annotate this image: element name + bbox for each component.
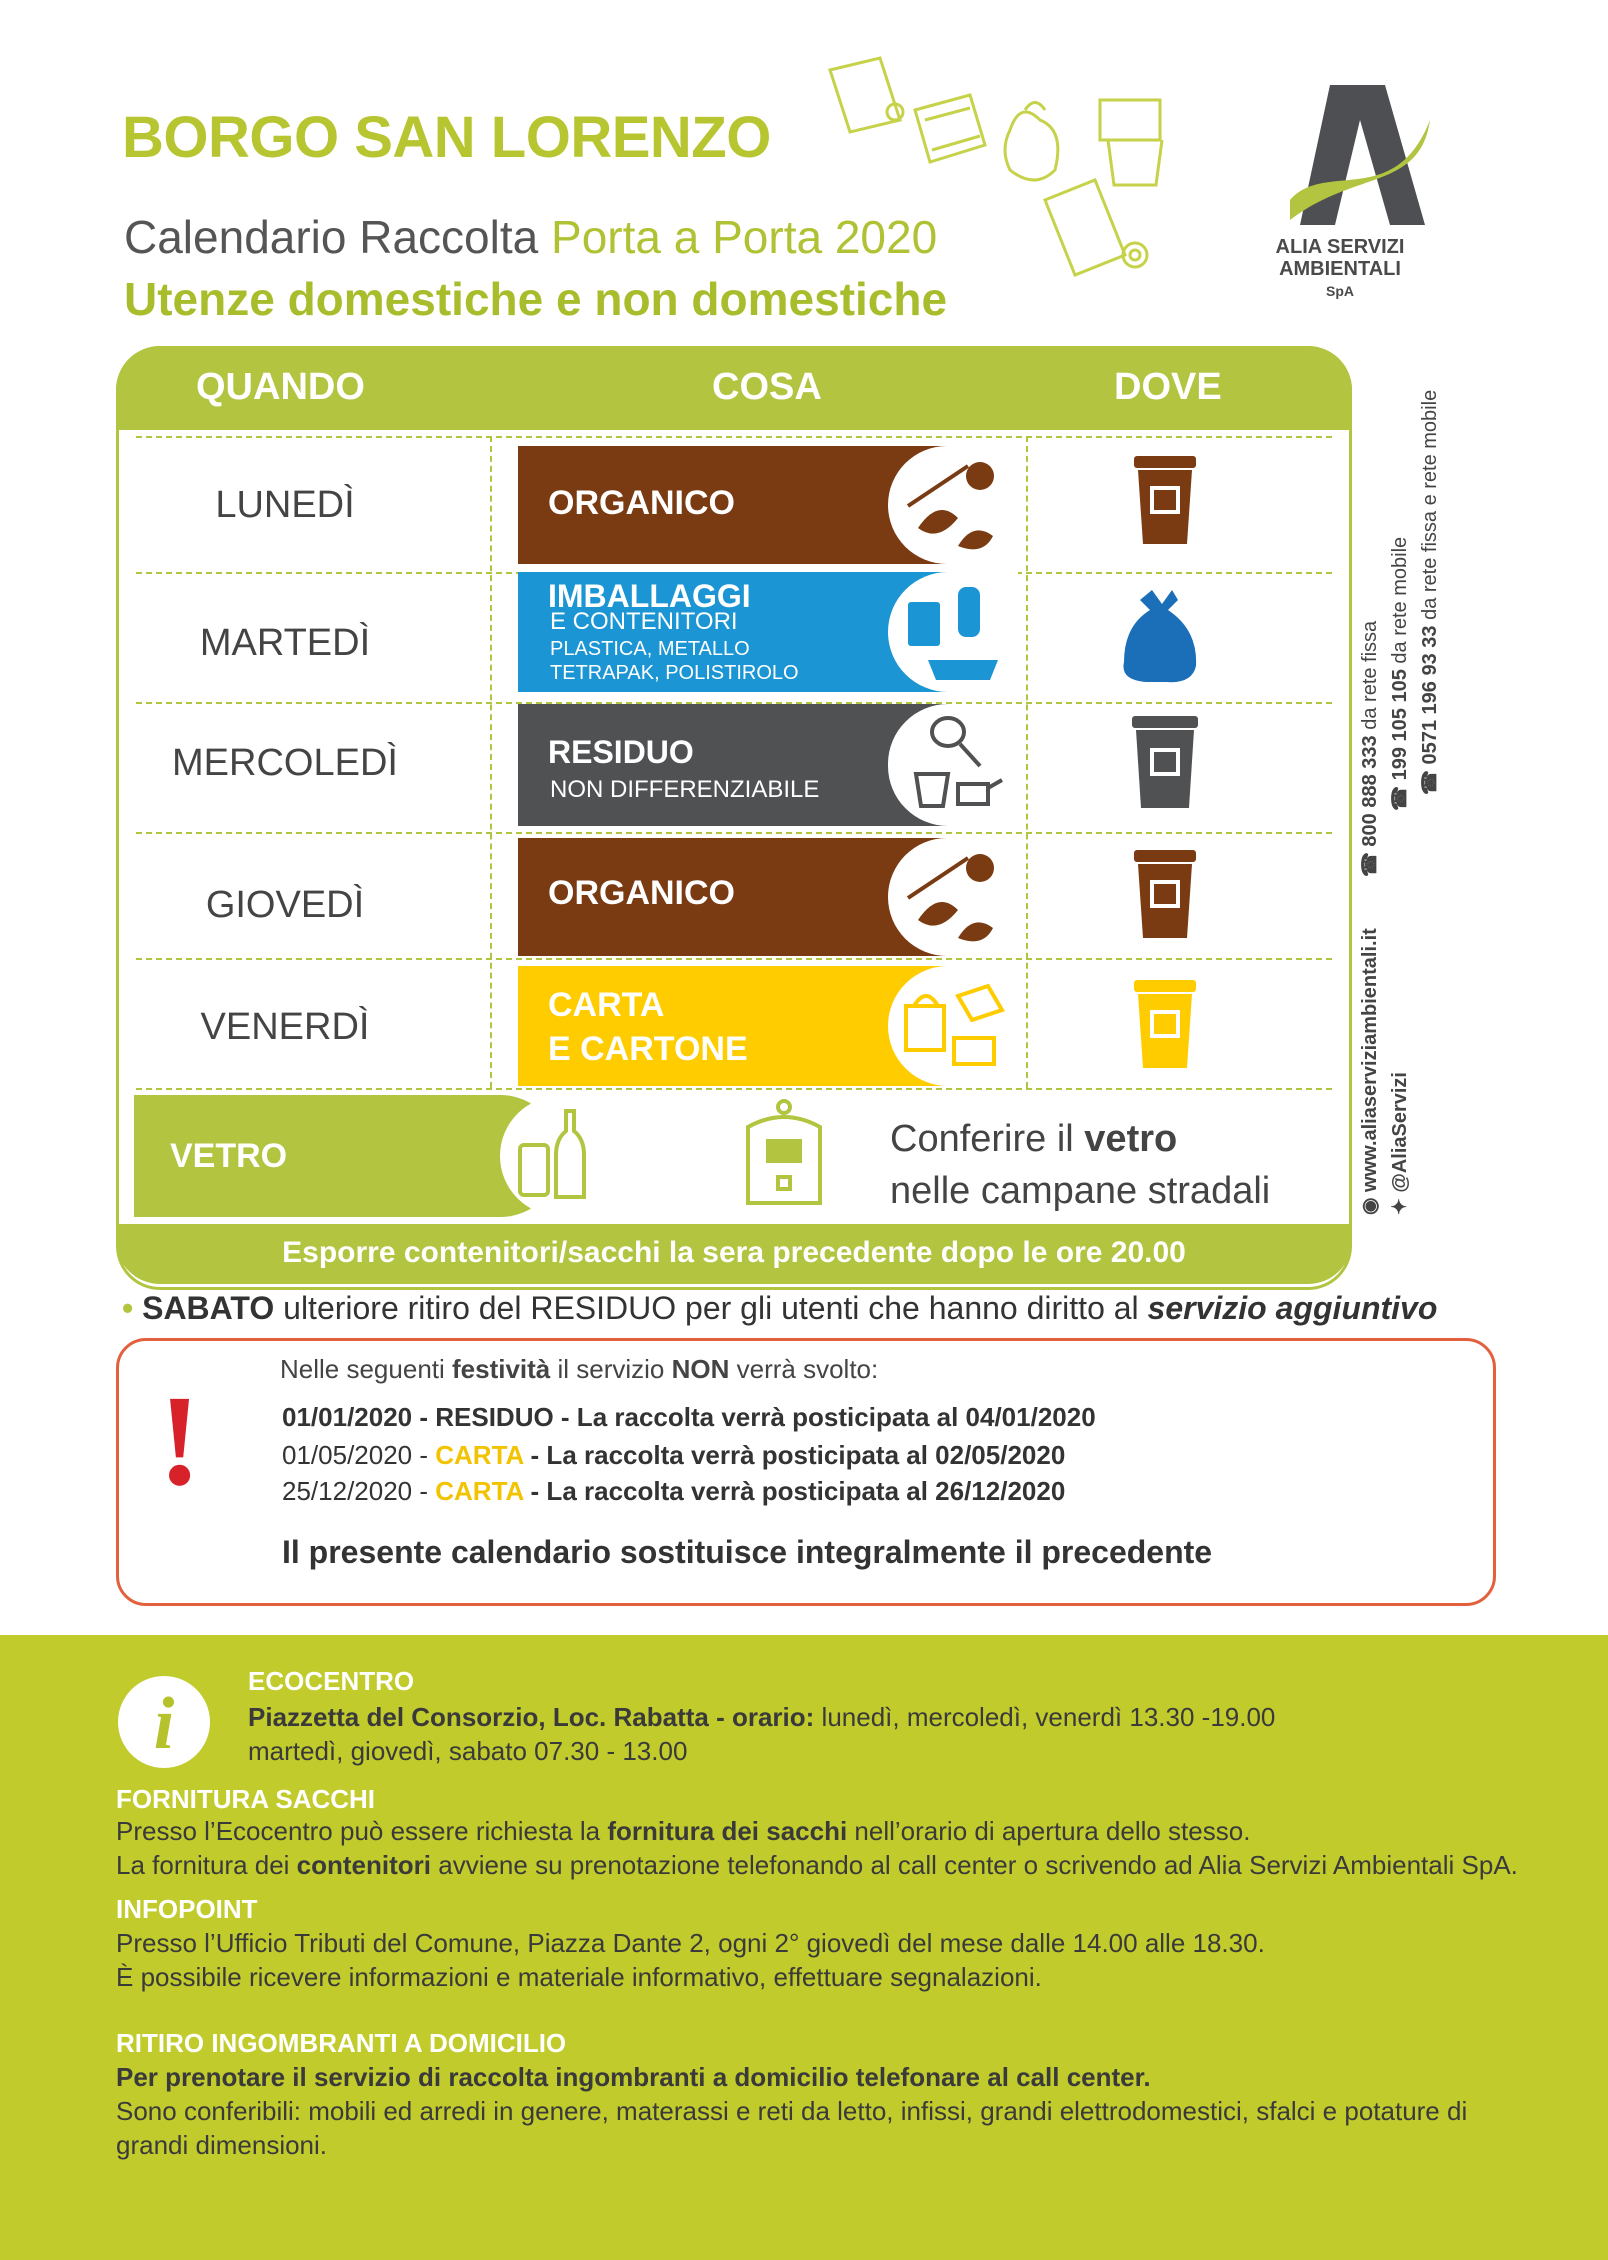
blue-bag-icon bbox=[1122, 584, 1204, 684]
phone-icon: ☎ bbox=[1359, 852, 1381, 878]
subtitle-secondary: Utenze domestiche e non domestiche bbox=[124, 273, 948, 325]
ingombranti-text: Per prenotare il servizio di raccolta ingombranti a domicilio telefonare al call center. Sono conferibili: mobili ed arredi in genere, materassi e reti da letto, infissi, grandi elettrodomestici, sfalci e potature di grandi dimensioni. bbox=[116, 2062, 1468, 2160]
glass-bell-icon bbox=[734, 1097, 834, 1215]
exclamation-icon: ! bbox=[158, 1369, 202, 1513]
waste-band-vetro: VETRO bbox=[134, 1095, 490, 1217]
saturday-note: • SABATO ulteriore ritiro del RESIDUO per gli utenti che hanno diritto al servizio aggiuntivo bbox=[122, 1290, 1438, 1326]
holiday-item: 01/01/2020 - RESIDUO - La raccolta verrà posticipata al 04/01/2020 bbox=[282, 1402, 1096, 1432]
table-header bbox=[116, 346, 1352, 430]
row-divider bbox=[136, 958, 1332, 960]
subtitle: Calendario Raccolta Porta a Porta 2020 bbox=[124, 211, 938, 263]
paper-waste-icon bbox=[888, 966, 1018, 1086]
waste-band-imballaggi: IMBALLAGGI E CONTENITORI PLASTICA, METALLO TETRAPAK, POLISTIROLO bbox=[518, 572, 1018, 692]
col-header-when: QUANDO bbox=[196, 366, 365, 408]
col-divider bbox=[1026, 436, 1028, 1088]
col-header-what: COSA bbox=[712, 366, 822, 408]
row-divider bbox=[136, 832, 1332, 834]
day-wednesday: MERCOLEDÌ bbox=[172, 742, 398, 784]
ecocentro-title: ECOCENTRO bbox=[248, 1666, 415, 1696]
mobile-icon: ☎ bbox=[1389, 785, 1411, 811]
day-tuesday: MARTEDÌ bbox=[199, 622, 371, 664]
ecocentro-hours: Piazzetta del Consorzio, Loc. Rabatta - orario: lunedì, mercoledì, venerdì 13.30 -19.00 martedì, giovedì, sabato 07.30 - 13.00 bbox=[248, 1702, 1276, 1766]
website-link[interactable]: www.aliaserviziambientali.it bbox=[1359, 928, 1381, 1192]
alia-logo-icon bbox=[1285, 80, 1435, 230]
fornitura-text: Presso l’Ecocentro può essere richiesta la fornitura dei sacchi nell’orario di apertura dello stesso. La fornitura dei contenitori avviene su prenotazione telefonando al call center o scrivendo ad Alia Servizi Ambientali SpA. bbox=[116, 1816, 1518, 1880]
packaging-waste-icon bbox=[888, 572, 1018, 692]
vetro-instructions: Conferire il vetro nelle campane stradali bbox=[890, 1118, 1271, 1212]
infopoint-text: Presso l’Ufficio Tributi del Comune, Piazza Dante 2, ogni 2° giovedì del mese dalle 14.00 alle 18.30. È possibile ricevere informazioni e materiale informativo, effettuare segnalazioni. bbox=[116, 1928, 1265, 1992]
waste-band-carta: CARTA E CARTONE bbox=[518, 966, 1018, 1086]
fornitura-title: FORNITURA SACCHI bbox=[116, 1784, 376, 1814]
organic-waste-icon bbox=[888, 446, 1018, 564]
contact-strip: ◉ www.aliaserviziambientali.it ☎ 800 888 333 da rete fissa ✦ @AliaServizi ☎ 199 105 105 da rete mobile ☎ 0571 196 93 33 da rete fissa e rete mobile bbox=[1359, 389, 1441, 1215]
glass-waste-icon bbox=[490, 1095, 620, 1217]
row-divider bbox=[136, 1088, 1332, 1090]
infopoint-title: INFOPOINT bbox=[116, 1894, 258, 1924]
page-title: BORGO SAN LORENZO bbox=[122, 105, 771, 170]
organic-waste-icon bbox=[888, 838, 1018, 956]
residual-waste-icon bbox=[888, 704, 1018, 826]
logo-text: ALIA SERVIZI AMBIENTALI SpA bbox=[1275, 236, 1405, 299]
day-monday: LUNEDÌ bbox=[215, 484, 355, 526]
calendar-notice: Il presente calendario sostituisce integralmente il precedente bbox=[282, 1534, 1213, 1570]
holiday-item: 25/12/2020 - CARTA - La raccolta verrà posticipata al 26/12/2020 bbox=[282, 1476, 1066, 1506]
col-header-where: DOVE bbox=[1114, 366, 1222, 408]
brown-bin-icon bbox=[1130, 452, 1200, 552]
twitter-icon: ✦ bbox=[1389, 1198, 1411, 1215]
day-thursday: GIOVEDÌ bbox=[205, 884, 365, 926]
waste-band-organico: ORGANICO bbox=[518, 446, 1018, 564]
yellow-bin-icon bbox=[1130, 976, 1200, 1076]
waste-illustration-icon bbox=[820, 50, 1180, 330]
phone-mobile-icon: ☎ bbox=[1419, 770, 1441, 795]
holidays-intro: Nelle seguenti festività il servizio NON verrà svolto: bbox=[280, 1354, 879, 1384]
row-divider bbox=[136, 436, 1332, 438]
ingombranti-title: RITIRO INGOMBRANTI A DOMICILIO bbox=[116, 2028, 567, 2058]
waste-band-residuo: RESIDUO NON DIFFERENZIABILE bbox=[518, 704, 1018, 826]
col-divider bbox=[490, 436, 492, 1088]
vetro-row bbox=[134, 1095, 1330, 1217]
table-footer: Esporre contenitori/sacchi la sera precedente dopo le ore 20.00 bbox=[116, 1224, 1352, 1284]
holiday-item: 01/05/2020 - CARTA - La raccolta verrà posticipata al 02/05/2020 bbox=[282, 1440, 1066, 1470]
day-friday: VENERDÌ bbox=[200, 1006, 370, 1048]
waste-band-organico-2: ORGANICO bbox=[518, 838, 1018, 956]
twitter-handle[interactable]: @AliaServizi bbox=[1389, 1072, 1411, 1193]
info-icon: i bbox=[118, 1676, 210, 1768]
grey-bin-icon bbox=[1128, 712, 1202, 816]
globe-icon: ◉ bbox=[1359, 1197, 1381, 1215]
brown-bin-icon bbox=[1130, 846, 1200, 946]
